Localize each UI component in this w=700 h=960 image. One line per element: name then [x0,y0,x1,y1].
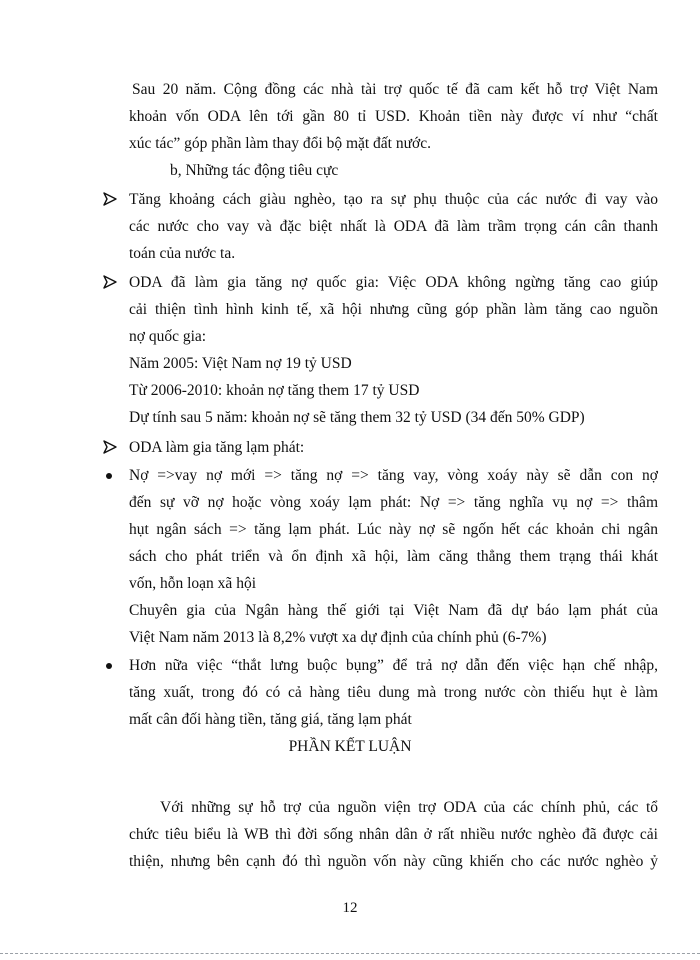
bullet-1-line-3: toán của nước ta. [129,245,236,262]
forecast-line-1: Chuyên gia của Ngân hàng thế giới tại Việt Nam đã dự báo lạm phát của [129,602,658,619]
conclusion-heading: PHẦN KẾT LUẬN [288,738,412,755]
bullet-3-line-1: ODA làm gia tăng lạm phát: [129,439,305,456]
bullet-1-line-1: Tăng khoảng cách giàu nghèo, tạo ra sự phụ thuộc của các nước đi vay vào [129,191,658,208]
bullet-2-line-2: cải thiện tình hình kinh tế, xã hội nhưng cũng góp phần làm tăng cao nguồn [129,301,658,318]
dot-2-line-3: mất cân đối hàng tiền, tăng giá, tăng lạm phát [129,711,412,728]
conclusion-line-3: thiện, nhưng bên cạnh đó thì nguồn vốn này cũng khiến cho các nước nghèo ỷ [129,853,658,870]
arrow-bullet-icon [103,440,117,454]
page-number: 12 [342,900,358,916]
arrow-bullet-icon [103,192,117,206]
dot-bullet-icon [106,473,112,479]
debt-2005: Năm 2005: Việt Nam nợ 19 tỷ USD [129,355,352,372]
intro-line-3: xúc tác” góp phần làm thay đổi bộ mặt đất nước. [129,135,431,152]
dot-2-line-1: Hơn nữa việc “thắt lưng buộc bụng” để trả nợ dẫn đến việc hạn chế nhập, [129,657,658,674]
bullet-2-line-1: ODA đã làm gia tăng nợ quốc gia: Việc ODA không ngừng tăng cao giúp [129,274,658,291]
bullet-1-line-2: các nước cho vay và đặc biệt nhất là ODA đã làm trầm trọng cán cân thanh [129,218,658,235]
intro-line-1: Sau 20 năm. Cộng đồng các nhà tài trợ quốc tế đã cam kết hỗ trợ Việt Nam [132,81,658,98]
page-bottom-border [0,953,700,960]
forecast-line-2: Việt Nam năm 2013 là 8,2% vượt xa dự định của chính phủ (6-7%) [129,629,547,646]
section-heading: b, Những tác động tiêu cực [170,162,339,179]
debt-forecast: Dự tính sau 5 năm: khoản nợ sẽ tăng them 32 tỷ USD (34 đến 50% GDP) [129,409,585,426]
dot-1-line-5: vốn, hỗn loạn xã hội [129,575,256,592]
dot-1-line-3: hụt ngân sách => tăng lạm phát. Lúc này nợ sẽ ngốn hết các khoản chi ngân [129,521,658,538]
arrow-bullet-icon [103,275,117,289]
dot-2-line-2: tăng xuất, trong đó có cả hàng tiêu dung mà trong nước còn thiếu hụt è làm [129,684,658,701]
conclusion-line-2: chức tiêu biểu là WB thì đời sống nhân dân ở rất nhiều nước nghèo đã được cải [129,826,658,843]
conclusion-line-1: Với những sự hỗ trợ của nguồn viện trợ ODA của các chính phủ, các tổ [160,799,658,816]
dot-1-line-1: Nợ =>vay nợ mới => tăng nợ => tăng vay, vòng xoáy này sẽ dẫn con nợ [129,467,658,484]
debt-2006-2010: Từ 2006-2010: khoản nợ tăng them 17 tỷ USD [129,382,420,399]
bullet-2-line-3: nợ quốc gia: [129,328,207,345]
dot-bullet-icon [106,663,112,669]
intro-line-2: khoản vốn ODA lên tới gần 80 tỉ USD. Khoản tiền này được ví như “chất [129,108,658,125]
dot-1-line-2: đến sự vỡ nợ hoặc vòng xoáy lạm phát: Nợ => tăng nghĩa vụ nợ => thâm [129,494,658,511]
dot-1-line-4: sách cho phát triển và ổn định xã hội, làm căng thẳng them trạng thái khát [129,548,658,565]
